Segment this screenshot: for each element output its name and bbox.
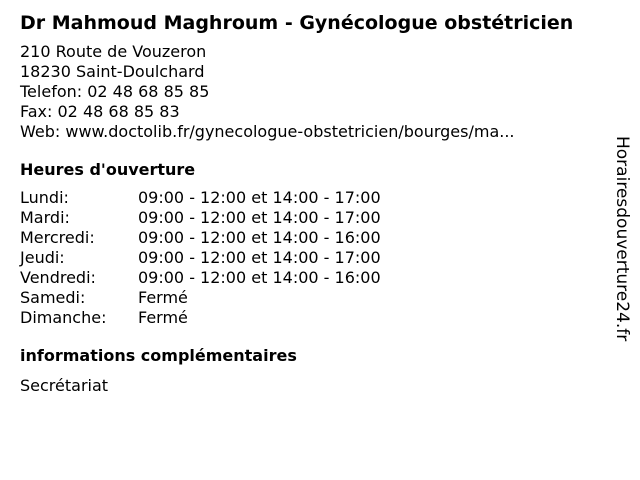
day-label: Samedi: <box>20 288 86 307</box>
fax-line <box>20 102 610 122</box>
day-label: Vendredi: <box>20 268 96 287</box>
phone-label: Telefon: <box>20 82 83 101</box>
site-watermark: Horairesdouverture24.fr <box>612 136 632 342</box>
hours-row-vendredi <box>20 268 610 288</box>
day-hours: Fermé <box>138 308 188 327</box>
business-card <box>20 10 610 396</box>
hours-row-mardi <box>20 208 610 228</box>
day-hours: Fermé <box>138 288 188 307</box>
address-street: 210 Route de Vouzeron <box>20 42 207 61</box>
day-label: Lundi: <box>20 188 69 207</box>
contact-block <box>20 42 610 142</box>
opening-hours-table <box>20 188 610 328</box>
day-hours: 09:00 - 12:00 et 14:00 - 16:00 <box>138 268 381 287</box>
hours-title: Heures d'ouverture <box>20 160 196 179</box>
day-hours: 09:00 - 12:00 et 14:00 - 16:00 <box>138 228 381 247</box>
day-label: Jeudi: <box>20 248 65 267</box>
day-hours: 09:00 - 12:00 et 14:00 - 17:00 <box>138 248 381 267</box>
hours-row-lundi <box>20 188 610 208</box>
web-line <box>20 122 610 142</box>
extra-info-value: Secrétariat <box>20 376 109 395</box>
day-label: Dimanche: <box>20 308 107 327</box>
fax-value: 02 48 68 85 83 <box>57 102 180 121</box>
address-city: 18230 Saint-Doulchard <box>20 62 205 81</box>
hours-row-dimanche <box>20 308 610 328</box>
web-link[interactable]: www.doctolib.fr/gynecologue-obstetricien/bourges/ma... <box>65 122 515 141</box>
day-label: Mardi: <box>20 208 70 227</box>
hours-row-jeudi <box>20 248 610 268</box>
fax-label: Fax: <box>20 102 53 121</box>
hours-row-samedi <box>20 288 610 308</box>
phone-line <box>20 82 610 102</box>
phone-value[interactable]: 02 48 68 85 85 <box>87 82 210 101</box>
day-label: Mercredi: <box>20 228 95 247</box>
business-name: Dr Mahmoud Maghroum - Gynécologue obstétricien <box>20 12 574 34</box>
hours-row-mercredi <box>20 228 610 248</box>
extra-info-title: informations complémentaires <box>20 346 297 365</box>
day-hours: 09:00 - 12:00 et 14:00 - 17:00 <box>138 208 381 227</box>
web-label: Web: <box>20 122 61 141</box>
day-hours: 09:00 - 12:00 et 14:00 - 17:00 <box>138 188 381 207</box>
